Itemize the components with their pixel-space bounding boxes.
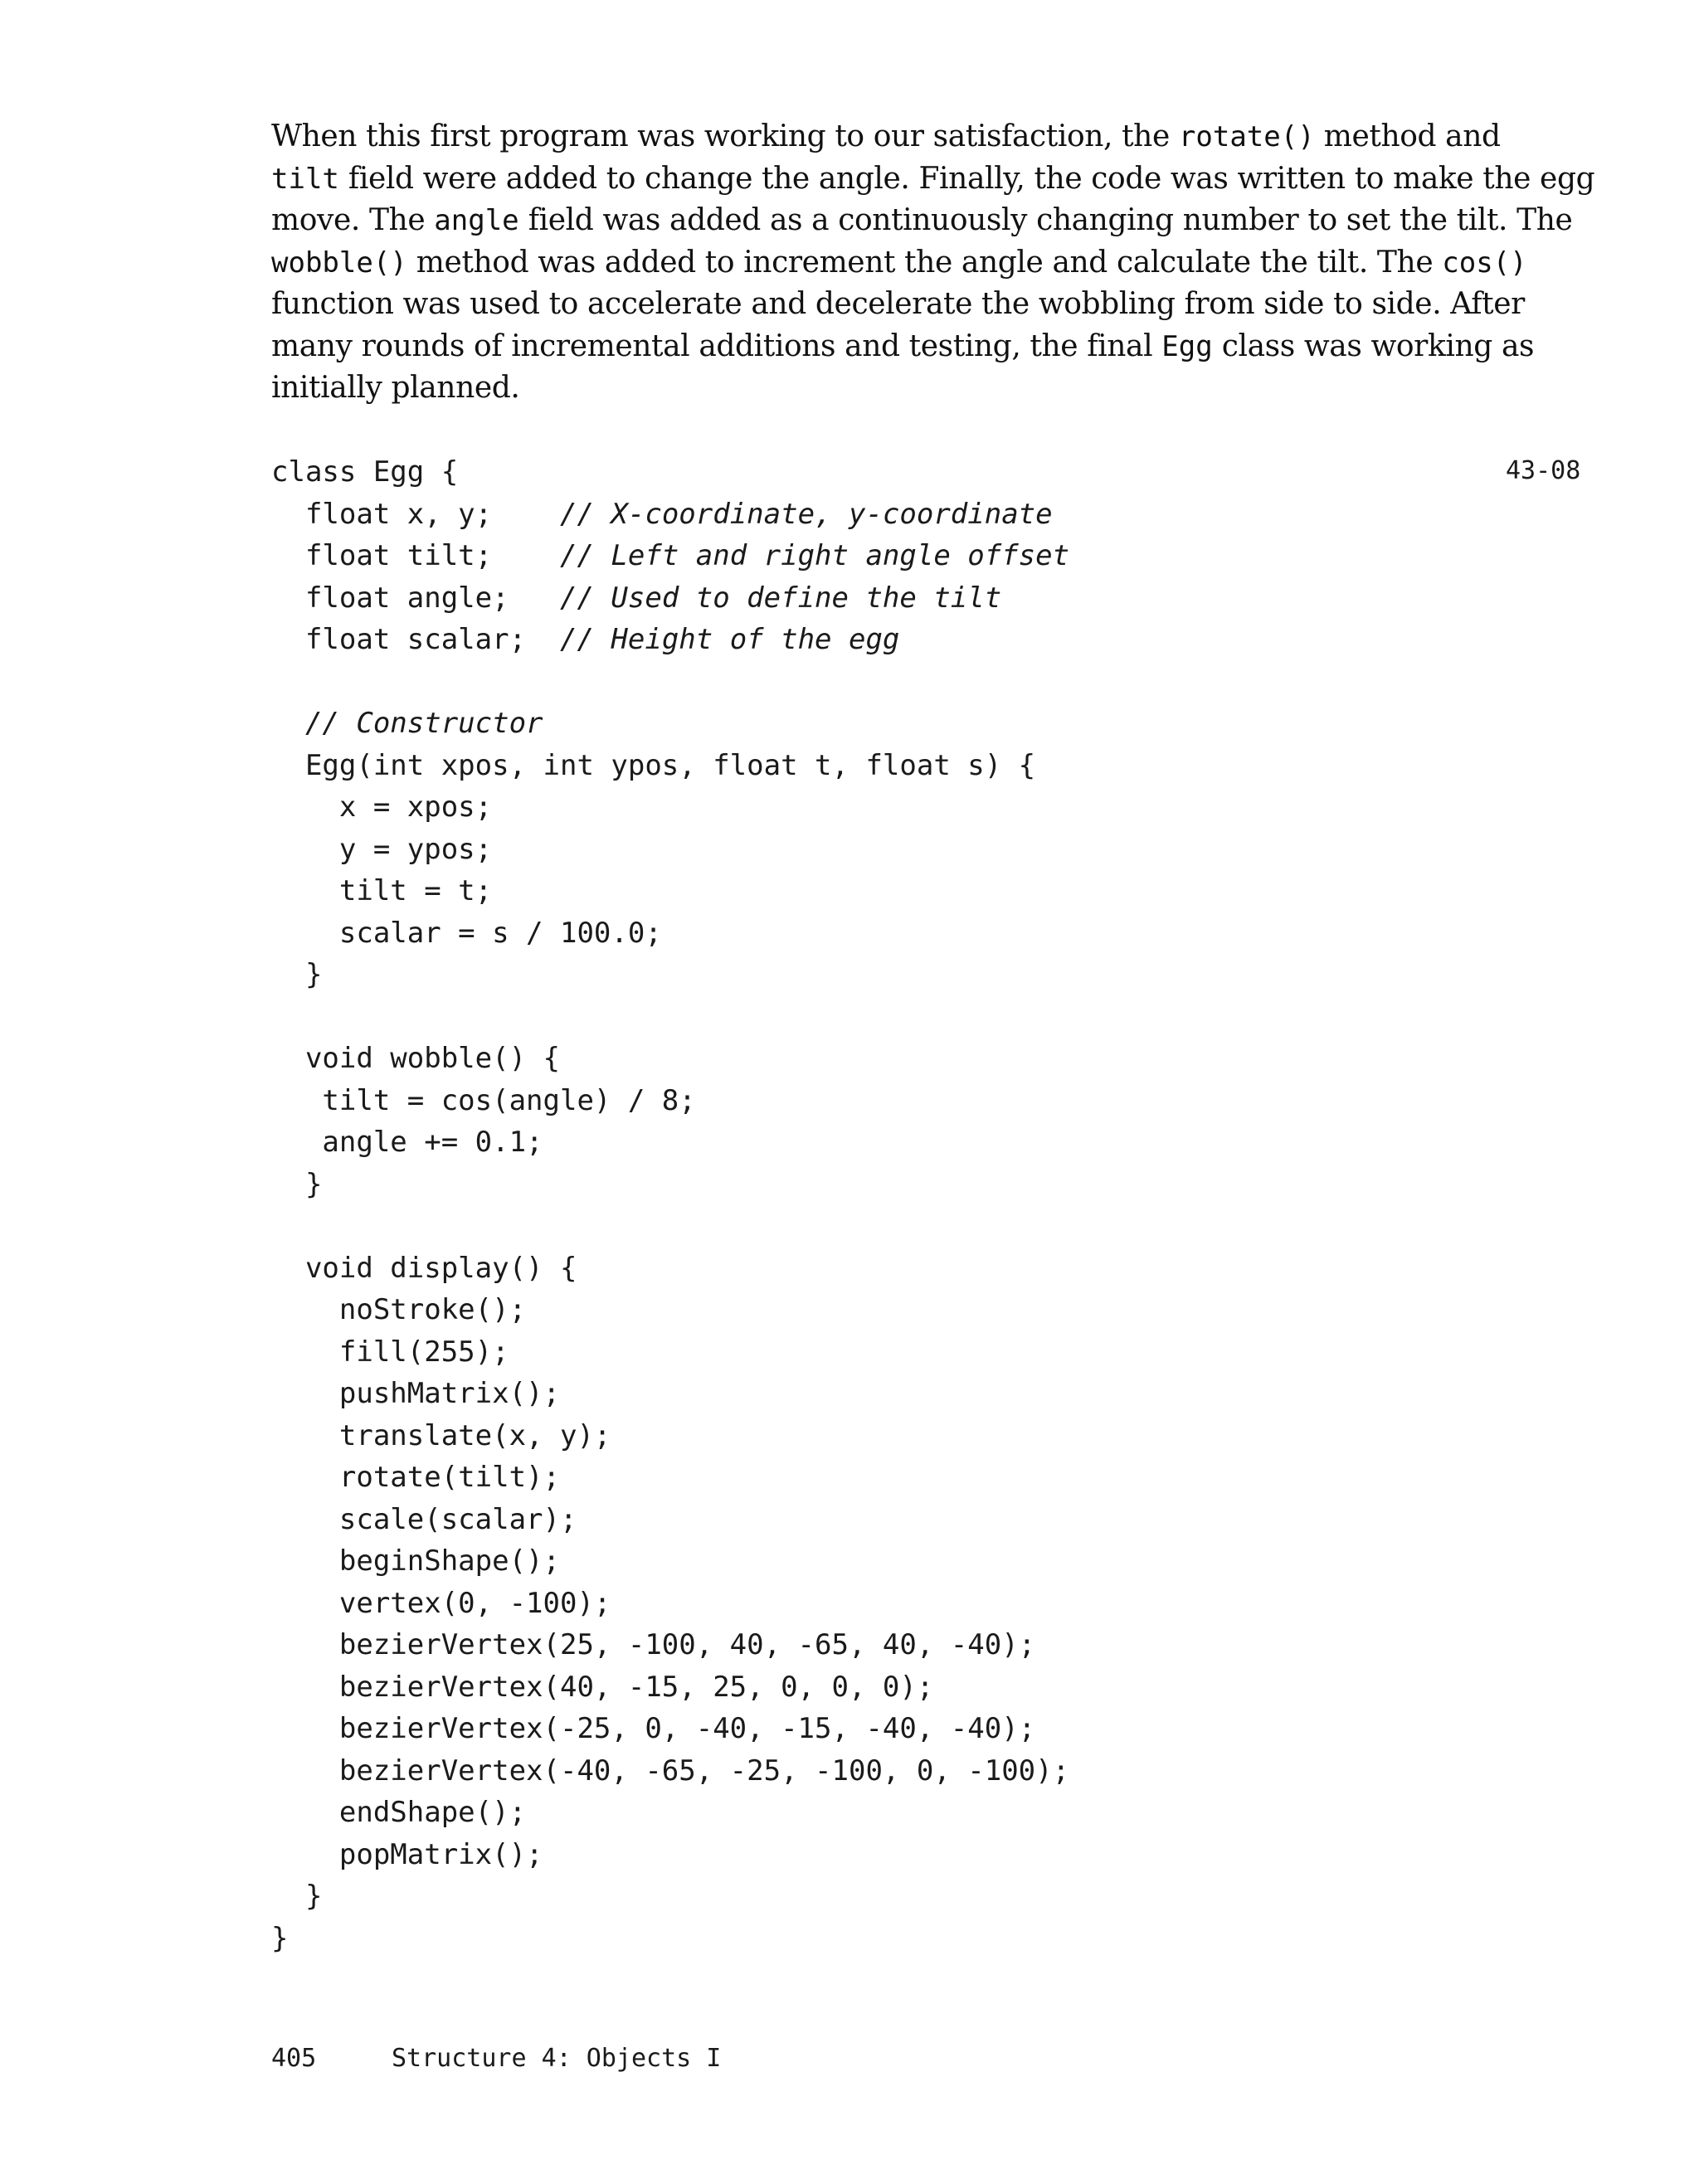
code-line: [271, 1540, 1069, 1583]
code-line: [271, 1918, 1069, 1960]
paragraph-line: [271, 158, 1595, 201]
code-text: float scalar;: [271, 623, 560, 656]
code-text: scale(scalar);: [271, 1502, 577, 1536]
code-text: x = xpos;: [271, 790, 493, 824]
code-line: [271, 745, 1069, 787]
code-text: bezierVertex(40, -15, 25, 0, 0, 0);: [271, 1670, 934, 1704]
code-text: popMatrix();: [271, 1837, 543, 1871]
code-text: scalar = s / 100.0;: [271, 916, 662, 950]
paragraph-text: initially planned.: [271, 371, 520, 405]
code-line: [271, 1666, 1069, 1709]
paragraph-text: class was working as: [1212, 328, 1535, 363]
code-text: y = ypos;: [271, 832, 493, 866]
paragraph-text: function was used to accelerate and decelerate the wobbling from side to side. After: [271, 287, 1525, 321]
code-text: bezierVertex(-25, 0, -40, -15, -40, -40);: [271, 1712, 1036, 1745]
paragraph-text: method was added to increment the angle and calculate the tilt. The: [406, 245, 1443, 280]
code-listing: [271, 451, 1069, 1959]
paragraph-text: many rounds of incremental additions and testing, the final: [271, 328, 1162, 363]
code-line: [271, 996, 1069, 1038]
code-text: endShape();: [271, 1796, 527, 1829]
code-text: tilt = cos(angle) / 8;: [271, 1083, 696, 1117]
code-text: }: [271, 958, 323, 991]
code-line: [271, 1164, 1069, 1206]
code-text: bezierVertex(25, -100, 40, -65, 40, -40);: [271, 1628, 1036, 1661]
code-line: [271, 451, 1069, 494]
paragraph-line: [271, 242, 1527, 285]
example-number: 43-08: [1506, 456, 1581, 485]
code-text: }: [271, 1921, 289, 1955]
code-line: [271, 1583, 1069, 1625]
code-line: [271, 619, 1069, 661]
code-comment: // Left and right angle offset: [560, 539, 1070, 572]
code-text: void wobble() {: [271, 1042, 560, 1075]
code-comment: // Constructor: [304, 707, 543, 740]
code-line: [271, 703, 1069, 745]
code-text: tilt = t;: [271, 874, 493, 907]
code-text: rotate(tilt);: [271, 1461, 560, 1494]
code-line: [271, 1624, 1069, 1666]
inline-code: wobble(): [271, 246, 407, 280]
page-footer: [271, 2042, 721, 2075]
code-text: beginShape();: [271, 1544, 560, 1578]
code-text: translate(x, y);: [271, 1418, 611, 1452]
code-text: }: [271, 1880, 323, 1913]
code-line: [271, 1457, 1069, 1499]
code-line: [271, 954, 1069, 996]
paragraph-line: [271, 284, 1525, 326]
code-line: [271, 494, 1069, 536]
code-line: [271, 829, 1069, 871]
paragraph-line: [271, 367, 1499, 410]
code-line: [271, 1205, 1069, 1248]
code-text: }: [271, 1167, 323, 1201]
code-text: float x, y;: [271, 497, 560, 531]
inline-code: Egg: [1161, 329, 1213, 363]
code-line: [271, 1834, 1069, 1876]
code-line: [271, 1038, 1069, 1080]
code-text: class Egg {: [271, 455, 459, 489]
code-line: [271, 661, 1069, 703]
code-line: [271, 1708, 1069, 1750]
code-text: noStroke();: [271, 1293, 527, 1326]
code-text: float angle;: [271, 581, 560, 615]
running-section-title: Structure 4: Objects I: [392, 2044, 722, 2073]
code-line: [271, 1875, 1069, 1918]
inline-code: angle: [434, 204, 519, 237]
code-line: [271, 1415, 1069, 1457]
code-line: [271, 1499, 1069, 1541]
code-text: vertex(0, -100);: [271, 1586, 611, 1620]
code-text: Egg(int xpos, int ypos, float t, float s) {: [271, 748, 1036, 782]
paragraph-line: [271, 116, 1499, 158]
paragraph-text: field was added as a continuously changing number to set the tilt. The: [518, 203, 1573, 237]
code-line: [271, 1248, 1069, 1290]
code-line: [271, 1121, 1069, 1164]
paragraph-text: When this first program was working to our satisfaction, the: [271, 119, 1179, 153]
page-number: 405: [271, 2044, 317, 2073]
code-line: [271, 535, 1069, 577]
code-comment: // Used to define the tilt: [560, 581, 1002, 615]
code-line: [271, 912, 1069, 955]
inline-code: tilt: [271, 162, 339, 196]
code-text: fill(255);: [271, 1335, 509, 1369]
paragraph-line: [271, 200, 1573, 242]
code-line: [271, 1331, 1069, 1374]
paragraph-text: move. The: [271, 203, 435, 237]
code-text: [271, 707, 305, 740]
inline-code: rotate(): [1178, 120, 1315, 153]
code-text: void display() {: [271, 1251, 577, 1285]
code-line: [271, 1750, 1069, 1792]
code-line: [271, 1373, 1069, 1415]
code-line: [271, 786, 1069, 829]
code-line: [271, 870, 1069, 912]
code-line: [271, 577, 1069, 620]
code-line: [271, 1289, 1069, 1331]
code-comment: // X-coordinate, y-coordinate: [560, 497, 1053, 531]
code-text: pushMatrix();: [271, 1377, 560, 1410]
code-line: [271, 1792, 1069, 1834]
paragraph-text: method and: [1314, 119, 1501, 153]
paragraph-line: [271, 326, 1535, 368]
body-paragraph: [271, 116, 1595, 410]
code-text: float tilt;: [271, 539, 560, 572]
code-text: angle += 0.1;: [271, 1126, 543, 1159]
code-line: [271, 1080, 1069, 1122]
code-comment: // Height of the egg: [560, 623, 900, 656]
code-text: bezierVertex(-40, -65, -25, -100, 0, -100);: [271, 1754, 1070, 1788]
inline-code: cos(): [1442, 246, 1527, 280]
paragraph-text: field were added to change the angle. Finally, the code was written to make the egg: [338, 161, 1595, 196]
